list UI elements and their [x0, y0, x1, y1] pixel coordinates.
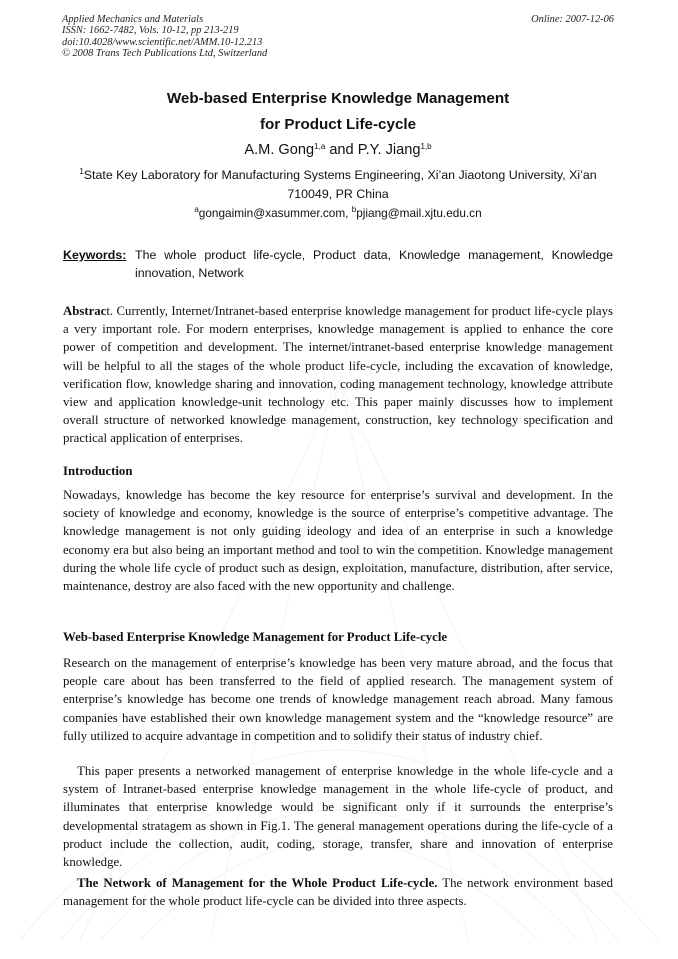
author-conjunction: and: [325, 142, 358, 158]
abstract-paragraph: [63, 302, 613, 448]
author-list: [62, 142, 614, 158]
author-name: A.M. Gong: [244, 142, 315, 158]
email-mark: b: [351, 205, 357, 214]
journal-copyright: © 2008 Trans Tech Publications Ltd, Switzerland: [62, 48, 268, 60]
section-paragraph: Research on the management of enterprise’s knowledge has been very mature abroad, and the focus that people care about has been transferred to the field of applied research. The management system of enterprise’s knowledge has become one trends of knowledge management reach abroad. Many famous companies have established their own knowledge management system and the “knowledge resource” are fully utilized to acquire advantage in competition and to solidify their status of industry chief.: [63, 656, 613, 743]
affiliation-line-1: State Key Laboratory for Manufacturing Systems Engineering, Xi’an Jiaotong University, Xi’an: [83, 168, 597, 182]
keywords-text: The whole product life-cycle, Product data, Knowledge management, Knowledge innovation, Network: [135, 248, 613, 280]
journal-header: [62, 14, 614, 60]
abstract-text: t. Currently, Internet/Intranet-based enterprise knowledge management for product life-cycle plays a very important role. For modern enterprises, knowledge management is applied to enhance the core power of competition and development. The internet/intranet-based enterprise knowledge management will be helpful to all the stages of the whole product life-cycle, including the excavation of knowledge, verification flow, knowledge sharing and innovation, coding management technology, knowledge attribute view and application knowledge-unit technology etc. This paper mainly discusses how to implement overall structure of networked knowledge management, construction, key technology specification and practical application of enterprises.: [63, 304, 613, 446]
section-heading-introduction: Introduction: [63, 464, 133, 478]
online-date: Online: 2007-12-06: [531, 14, 614, 25]
subsection-run-in-heading: The Network of Management for the Whole Product Life-cycle.: [77, 876, 438, 890]
affiliation: [62, 166, 614, 204]
paper-title-line-2: for Product Life-cycle: [259, 116, 417, 133]
email-address[interactable]: gongaimin@xasummer.com,: [198, 206, 352, 220]
section-paragraph: [63, 874, 617, 910]
author-affiliation-mark: 1,b: [420, 142, 432, 151]
section-paragraph: This paper presents a networked management of enterprise knowledge in the whole life-cycle and a system of Intranet-based enterprise knowledge management in the whole life-cycle of product, and illuminates that enterprise knowledge would be significant only if it surrounds the enterprise’s developmental stratagem as shown in Fig.1. The general management operations during the life-cycle of a product include the collection, audit, coding, storage, transfer, share and innovation of enterprise knowledge.: [63, 764, 613, 870]
journal-issn: ISSN: 1662-7482, Vols. 10-12, pp 213-219: [62, 25, 239, 37]
subsection-text: The network environment based management for the whole product life-cycle can be divided into three aspects.: [63, 876, 617, 909]
author-name: P.Y. Jiang: [357, 142, 421, 158]
keywords-block: [63, 246, 613, 282]
journal-name: Applied Mechanics and Materials: [62, 14, 204, 25]
affiliation-mark: 1: [79, 167, 84, 176]
paper-title-line-1: Web-based Enterprise Knowledge Management: [166, 90, 510, 107]
section-heading-web-based-ekm: Web-based Enterprise Knowledge Management for Product Life-cycle: [63, 630, 448, 644]
author-affiliation-mark: 1,a: [314, 142, 326, 151]
author-emails: [62, 206, 614, 220]
abstract-label: Abstrac: [63, 304, 107, 318]
keywords-label: Keywords:: [63, 248, 127, 262]
email-address[interactable]: pjiang@mail.xjtu.edu.cn: [356, 206, 482, 220]
introduction-paragraph: Nowadays, knowledge has become the key resource for enterprise’s survival and development. In the society of knowledge and economy, knowledge is the source of enterprise’s competitive advantage. The knowledge management is not only guiding ideology and idea of an enterprise in such a knowledge economy era but also being an important method and tool to win the competition. Knowledge management during the whole life cycle of product such as design, exploitation, manufacture, distribution, after service, maintenance, destroy are also faced with the new opportunity and challenge.: [63, 488, 613, 594]
email-mark: a: [194, 205, 199, 214]
journal-doi[interactable]: doi:10.4028/www.scientific.net/AMM.10-12.213: [62, 36, 263, 48]
affiliation-line-2: 710049, PR China: [287, 187, 389, 201]
